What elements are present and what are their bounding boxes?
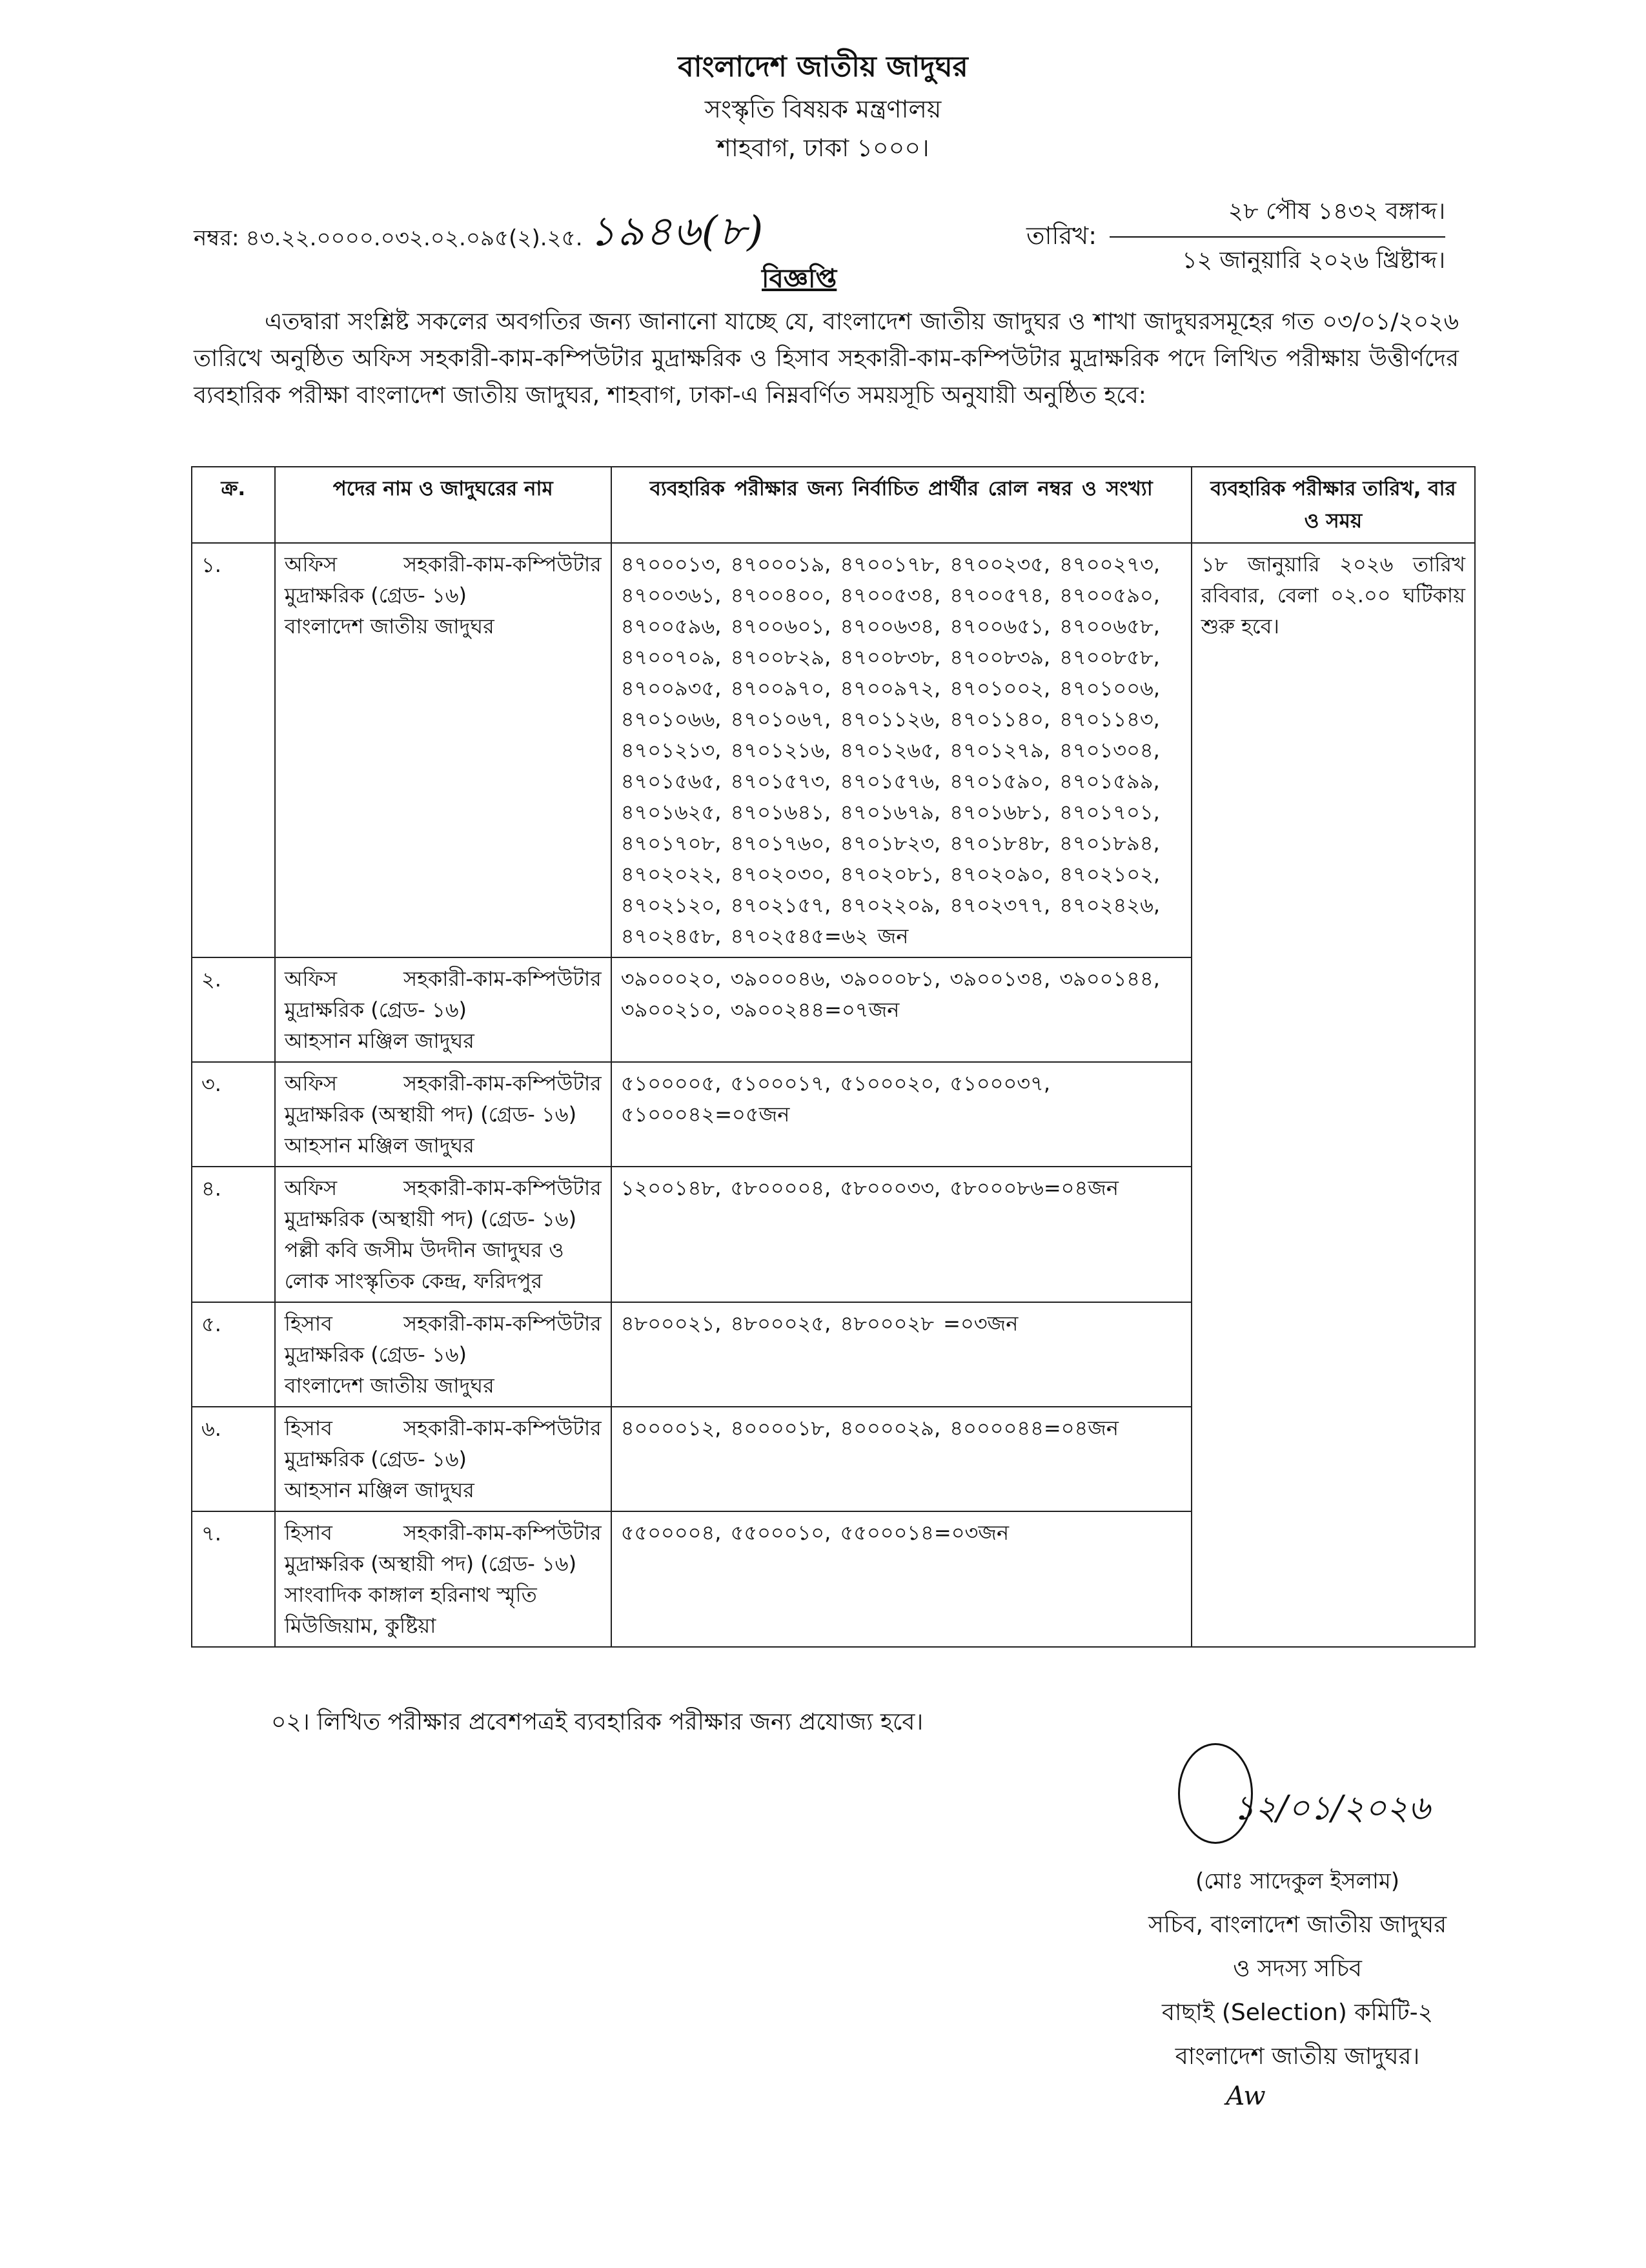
museum-name: আহসান মঞ্জিল জাদুঘর bbox=[284, 1478, 474, 1502]
post-name: হিসাব সহকারী-কাম-কম্পিউটার মুদ্রাক্ষরিক (অস্থায়ী পদ) (গ্রেড- ১৬) bbox=[284, 1520, 602, 1576]
row-roll-numbers: ৪৭০০০১৩, ৪৭০০০১৯, ৪৭০০১৭৮, ৪৭০০২৩৫, ৪৭০০২৭৩, ৪৭০০৩৬১, ৪৭০০৪০০, ৪৭০০৫৩৪, ৪৭০০৫৭৪, ৪৭০০৫৯০, ৪৭০০৫৯৬, ৪৭০০৬০১, ৪৭০০৬৩৪, ৪৭০০৬৫১, ৪৭০০৬৫৮, ৪৭০০৭০৯, ৪৭০০৮২৯, ৪৭০০৮৩৮, ৪৭০০৮৩৯, ৪৭০০৮৫৮, ৪৭০০৯৩৫, ৪৭০০৯৭০, ৪৭০০৯৭২, ৪৭০১০০২, ৪৭০১০০৬, ৪৭০১০৬৬, ৪৭০১০৬৭, ৪৭০১১২৬, ৪৭০১১৪০, ৪৭০১১৪৩, ৪৭০১২১৩, ৪৭০১২১৬, ৪৭০১২৬৫, ৪৭০১২৭৯, ৪৭০১৩০৪, ৪৭০১৫৬৫, ৪৭০১৫৭৩, ৪৭০১৫৭৬, ৪৭০১৫৯০, ৪৭০১৫৯৯, ৪৭০১৬২৫, ৪৭০১৬৪১, ৪৭০১৬৭৯, ৪৭০১৬৮১, ৪৭০১৭০১, ৪৭০১৭০৮, ৪৭০১৭৬০, ৪৭০১৮২৩, ৪৭০১৮৪৮, ৪৭০১৮৯৪, ৪৭০২০২২, ৪৭০২০৩০, ৪৭০২০৮১, ৪৭০২০৯০, ৪৭০২১০২, ৪৭০২১২০, ৪৭০২১৫৭, ৪৭০২২০৯, ৪৭০২৩৭৭, ৪৭০২৪২৬, ৪৭০২৪৫৮, ৪৭০২৫৪৫=৬২ জন bbox=[611, 543, 1192, 957]
row-roll-numbers: ১২০০১৪৮, ৫৮০০০০৪, ৫৮০০০৩৩, ৫৮০০০৮৬=০৪জন bbox=[611, 1167, 1192, 1302]
signature-date: ১২/০১/২০২৬ bbox=[1233, 1789, 1430, 1828]
table-header-row bbox=[192, 467, 1475, 543]
museum-name: বাংলাদেশ জাতীয় জাদুঘর bbox=[284, 614, 494, 639]
organization-title: বাংলাদেশ জাতীয় জাদুঘর bbox=[678, 50, 968, 83]
row-post-museum bbox=[275, 1302, 611, 1407]
row-post-museum bbox=[275, 1511, 611, 1647]
notice-title: বিজ্ঞপ্তি bbox=[762, 264, 837, 294]
signatory-designation-3: বাছাই (Selection) কমিটি-২ bbox=[1161, 1999, 1434, 2026]
memo-handwritten-number: ১৯৪৬(৮) bbox=[589, 208, 765, 256]
header-post: পদের নাম ও জাদুঘরের নাম bbox=[275, 467, 611, 543]
date-bangla: ২৮ পৌষ ১৪৩২ বঙ্গাব্দ। bbox=[1110, 194, 1445, 238]
notice-paragraph: এতদ্বারা সংশ্লিষ্ট সকলের অবগতির জন্য জানানো যাচ্ছে যে, বাংলাদেশ জাতীয় জাদুঘর ও শাখা জাদুঘরসমূহের গত ০৩/০১/২০২৬ তারিখে অনুষ্ঠিত অফিস সহকারী-কাম-কম্পিউটার মুদ্রাক্ষরিক ও হিসাব সহকারী-কাম-কম্পিউটার মুদ্রাক্ষরিক পদে লিখিত পরীক্ষায় উত্তীর্ণদের ব্যবহারিক পরীক্ষা বাংলাদেশ জাতীয় জাদুঘর, শাহবাগ, ঢাকা-এ নিম্নবর্ণিত সময়সূচি অনুযায়ী অনুষ্ঠিত হবে: bbox=[194, 309, 1459, 409]
date-block bbox=[1026, 194, 1445, 281]
memo-number bbox=[194, 200, 764, 269]
row-roll-numbers: ৪৮০০০২১, ৪৮০০০২৫, ৪৮০০০২৮ =০৩জন bbox=[611, 1302, 1192, 1407]
signatory-designation-1: সচিব, বাংলাদেশ জাতীয় জাদুঘর bbox=[1148, 1912, 1447, 1938]
row-roll-numbers: ৫৫০০০০৪, ৫৫০০০১০, ৫৫০০০১৪=০৩জন bbox=[611, 1511, 1192, 1647]
signatory-designation-2: ও সদস্য সচিব bbox=[1233, 1956, 1362, 1982]
signature-block bbox=[1065, 1743, 1530, 2111]
museum-name: পল্লী কবি জসীম উদদীন জাদুঘর ও লোক সাংস্কৃতিক কেন্দ্র, ফরিদপুর bbox=[284, 1238, 564, 1293]
address: শাহবাগ, ঢাকা ১০০০। bbox=[716, 134, 930, 162]
ministry-name: সংস্কৃতি বিষয়ক মন্ত্রণালয় bbox=[704, 95, 942, 123]
row-post-museum bbox=[275, 957, 611, 1062]
row-roll-numbers: ৩৯০০০২০, ৩৯০০০৪৬, ৩৯০০০৮১, ৩৯০০১৩৪, ৩৯০০১৪৪, ৩৯০০২১০, ৩৯০০২৪৪=০৭জন bbox=[611, 957, 1192, 1062]
post-name: অফিস সহকারী-কাম-কম্পিউটার মুদ্রাক্ষরিক (অস্থায়ী পদ) (গ্রেড- ১৬) bbox=[284, 1071, 602, 1127]
row-serial: ১. bbox=[192, 543, 275, 957]
museum-name: সাংবাদিক কাঙ্গাল হরিনাথ স্মৃতি মিউজিয়াম, কুষ্টিয়া bbox=[284, 1582, 537, 1638]
row-post-museum bbox=[275, 1062, 611, 1167]
post-name: অফিস সহকারী-কাম-কম্পিউটার মুদ্রাক্ষরিক (অস্থায়ী পদ) (গ্রেড- ১৬) bbox=[284, 1176, 602, 1231]
schedule-table bbox=[191, 466, 1476, 1648]
row-serial: ৪. bbox=[192, 1167, 275, 1302]
row-serial: ৩. bbox=[192, 1062, 275, 1167]
memo-number-value: ৪৩.২২.০০০০.০৩২.০২.০৯৫(২).২৫. bbox=[245, 225, 583, 251]
date-gregorian: ১২ জানুয়ারি ২০২৬ খ্রিষ্টাব্দ। bbox=[1182, 247, 1446, 274]
header-schedule: ব্যবহারিক পরীক্ষার তারিখ, বার ও সময় bbox=[1192, 467, 1475, 543]
row-serial: ৫. bbox=[192, 1302, 275, 1407]
post-name: হিসাব সহকারী-কাম-কম্পিউটার মুদ্রাক্ষরিক (গ্রেড- ১৬) bbox=[284, 1416, 602, 1471]
museum-name: আহসান মঞ্জিল জাদুঘর bbox=[284, 1133, 474, 1158]
header-serial: ক্র. bbox=[192, 467, 275, 543]
footnote: ০২। লিখিত পরীক্ষার প্রবেশপত্রই ব্যবহারিক পরীক্ষার জন্য প্রযোজ্য হবে। bbox=[271, 1709, 924, 1735]
row-post-museum bbox=[275, 1167, 611, 1302]
initial-mark: Aw bbox=[1226, 2081, 1266, 2111]
row-serial: ২. bbox=[192, 957, 275, 1062]
date-label: তারিখ: bbox=[1026, 221, 1097, 250]
post-name: অফিস সহকারী-কাম-কম্পিউটার মুদ্রাক্ষরিক (গ্রেড- ১৬) bbox=[284, 966, 602, 1022]
header-rolls: ব্যবহারিক পরীক্ষার জন্য নির্বাচিত প্রার্থীর রোল নম্বর ও সংখ্যা bbox=[611, 467, 1192, 543]
post-name: হিসাব সহকারী-কাম-কম্পিউটার মুদ্রাক্ষরিক (গ্রেড- ১৬) bbox=[284, 1311, 602, 1367]
row-roll-numbers: ৫১০০০০৫, ৫১০০০১৭, ৫১০০০২০, ৫১০০০৩৭, ৫১০০০৪২=০৫জন bbox=[611, 1062, 1192, 1167]
row-roll-numbers: ৪০০০০১২, ৪০০০০১৮, ৪০০০০২৯, ৪০০০০৪৪=০৪জন bbox=[611, 1407, 1192, 1511]
post-name: অফিস সহকারী-কাম-কম্পিউটার মুদ্রাক্ষরিক (গ্রেড- ১৬) bbox=[284, 552, 602, 608]
signatory-designation-4: বাংলাদেশ জাতীয় জাদুঘর। bbox=[1175, 2043, 1420, 2070]
signature bbox=[1065, 1743, 1530, 1859]
signatory-name: (মোঃ সাদেকুল ইসলাম) bbox=[1195, 1868, 1399, 1894]
museum-name: বাংলাদেশ জাতীয় জাদুঘর bbox=[284, 1373, 494, 1398]
row-post-museum bbox=[275, 1407, 611, 1511]
row-serial: ৬. bbox=[192, 1407, 275, 1511]
memo-label: নম্বর: bbox=[194, 225, 239, 251]
row-serial: ৭. bbox=[192, 1511, 275, 1647]
row-post-museum bbox=[275, 543, 611, 957]
museum-name: আহসান মঞ্জিল জাদুঘর bbox=[284, 1028, 474, 1053]
table-row bbox=[192, 543, 1475, 957]
exam-schedule: ১৮ জানুয়ারি ২০২৬ তারিখ রবিবার, বেলা ০২.০০ ঘটিকায় শুরু হবে। bbox=[1192, 543, 1475, 1647]
